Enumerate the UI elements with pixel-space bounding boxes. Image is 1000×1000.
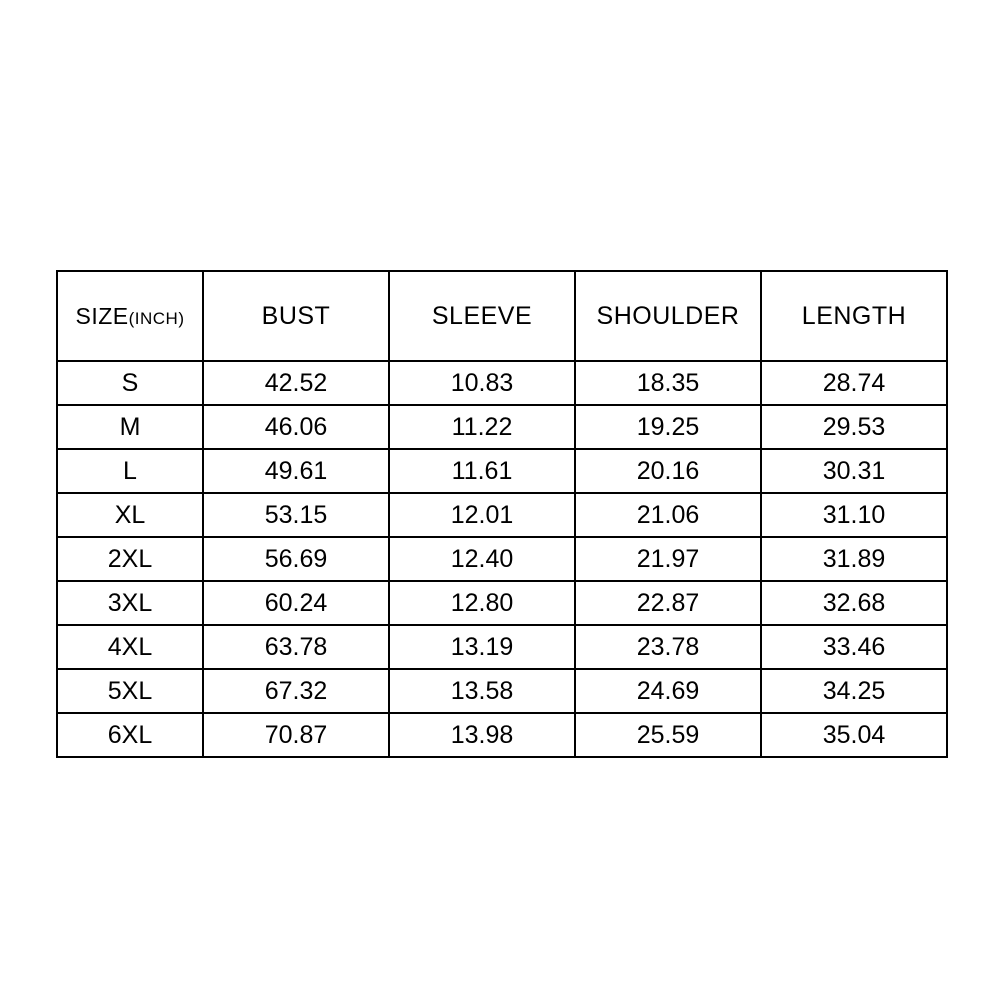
cell-size: 5XL (57, 669, 203, 713)
table-row (57, 405, 947, 449)
cell-length: 30.31 (761, 449, 947, 493)
cell-bust: 53.15 (203, 493, 389, 537)
cell-sleeve: 13.58 (389, 669, 575, 713)
cell-bust: 60.24 (203, 581, 389, 625)
cell-size: M (57, 405, 203, 449)
cell-size: 4XL (57, 625, 203, 669)
column-header-length: LENGTH (761, 271, 947, 361)
cell-length: 31.89 (761, 537, 947, 581)
cell-shoulder: 19.25 (575, 405, 761, 449)
cell-size: 6XL (57, 713, 203, 757)
cell-length: 33.46 (761, 625, 947, 669)
cell-shoulder: 22.87 (575, 581, 761, 625)
cell-bust: 56.69 (203, 537, 389, 581)
column-header-size-label: SIZE (75, 302, 129, 329)
table-row (57, 537, 947, 581)
cell-size: 2XL (57, 537, 203, 581)
cell-bust: 70.87 (203, 713, 389, 757)
cell-shoulder: 21.06 (575, 493, 761, 537)
cell-shoulder: 21.97 (575, 537, 761, 581)
cell-sleeve: 12.80 (389, 581, 575, 625)
column-header-bust: BUST (203, 271, 389, 361)
cell-shoulder: 18.35 (575, 361, 761, 405)
column-header-size (57, 271, 203, 361)
cell-sleeve: 11.22 (389, 405, 575, 449)
table-row (57, 361, 947, 405)
column-header-sleeve: SLEEVE (389, 271, 575, 361)
cell-length: 31.10 (761, 493, 947, 537)
cell-sleeve: 10.83 (389, 361, 575, 405)
cell-length: 28.74 (761, 361, 947, 405)
cell-sleeve: 12.40 (389, 537, 575, 581)
table-row (57, 669, 947, 713)
table-row (57, 625, 947, 669)
cell-shoulder: 25.59 (575, 713, 761, 757)
size-chart-body (57, 361, 947, 757)
table-row (57, 449, 947, 493)
cell-bust: 42.52 (203, 361, 389, 405)
cell-bust: 46.06 (203, 405, 389, 449)
cell-sleeve: 12.01 (389, 493, 575, 537)
cell-length: 29.53 (761, 405, 947, 449)
size-chart-header (57, 271, 947, 361)
cell-sleeve: 13.98 (389, 713, 575, 757)
cell-bust: 63.78 (203, 625, 389, 669)
cell-length: 34.25 (761, 669, 947, 713)
table-row (57, 493, 947, 537)
cell-size: L (57, 449, 203, 493)
column-header-shoulder: SHOULDER (575, 271, 761, 361)
cell-size: XL (57, 493, 203, 537)
cell-length: 32.68 (761, 581, 947, 625)
size-chart-container (56, 270, 946, 758)
cell-size: 3XL (57, 581, 203, 625)
cell-size: S (57, 361, 203, 405)
size-chart-table (56, 270, 948, 758)
cell-shoulder: 23.78 (575, 625, 761, 669)
cell-bust: 49.61 (203, 449, 389, 493)
table-header-row (57, 271, 947, 361)
cell-sleeve: 11.61 (389, 449, 575, 493)
cell-bust: 67.32 (203, 669, 389, 713)
cell-shoulder: 20.16 (575, 449, 761, 493)
cell-shoulder: 24.69 (575, 669, 761, 713)
cell-length: 35.04 (761, 713, 947, 757)
column-header-size-unit: (INCH) (128, 308, 185, 328)
table-row (57, 713, 947, 757)
cell-sleeve: 13.19 (389, 625, 575, 669)
table-row (57, 581, 947, 625)
